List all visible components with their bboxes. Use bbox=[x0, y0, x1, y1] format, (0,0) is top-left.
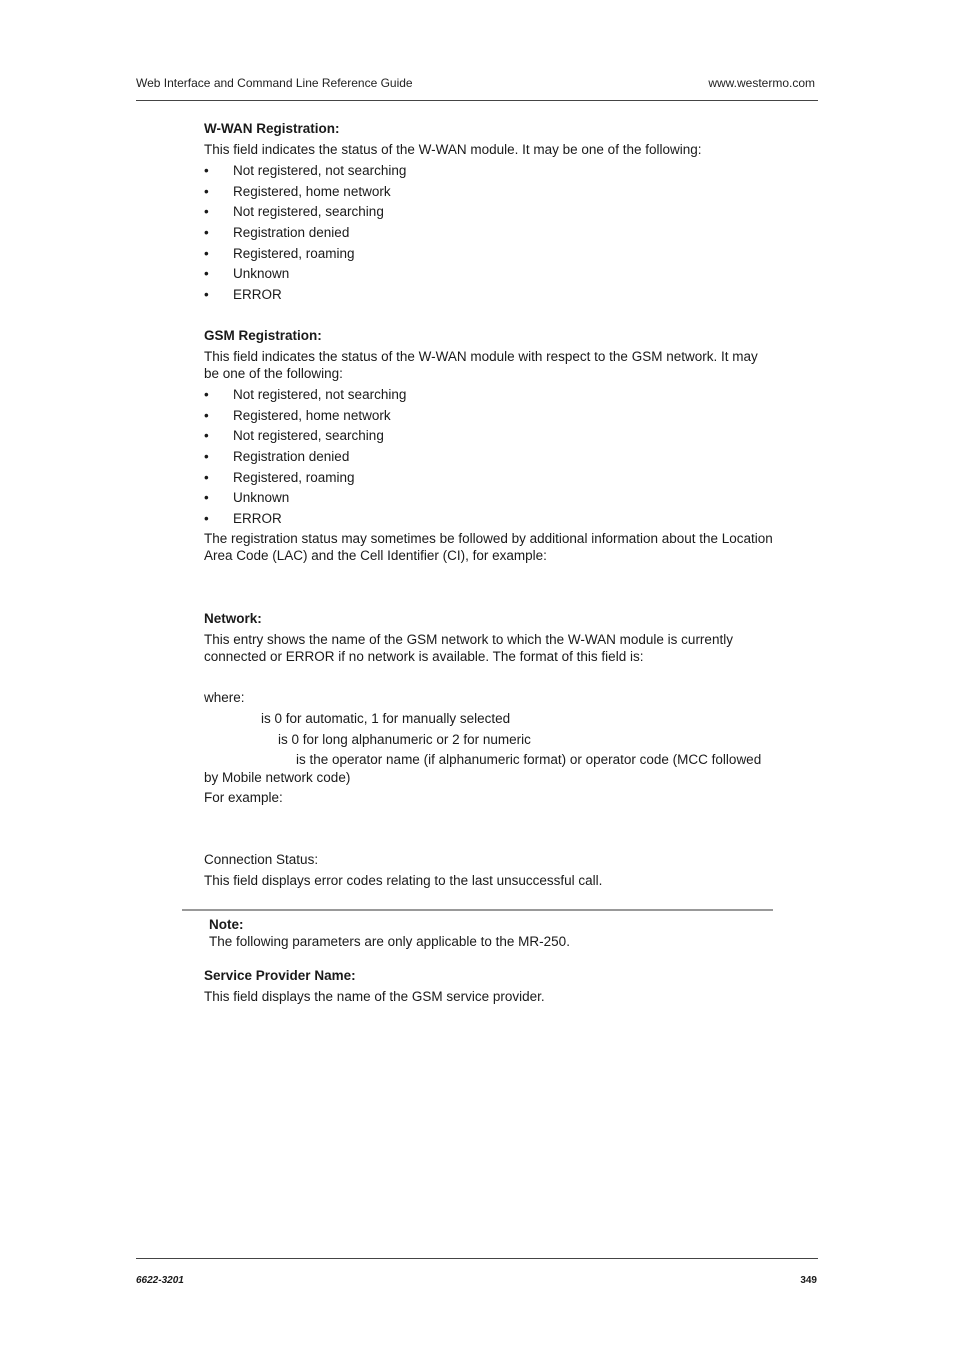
footer-divider bbox=[136, 1258, 818, 1259]
list-item: • ERROR bbox=[204, 510, 406, 531]
wwan-status-list bbox=[204, 162, 406, 307]
list-item: • ERROR bbox=[204, 286, 406, 307]
list-item: • Unknown bbox=[204, 489, 406, 510]
note-text: The following parameters are only applicable to the MR-250. bbox=[209, 934, 570, 949]
network-param-operator: is the operator name (if alphanumeric format) or operator code (MCC followed bbox=[296, 752, 762, 767]
list-item: • Registered, home network bbox=[204, 407, 406, 428]
list-item: • Not registered, not searching bbox=[204, 162, 406, 183]
connection-text: This field displays error codes relating to the last unsuccessful call. bbox=[204, 873, 603, 888]
header-url: www.westermo.com bbox=[708, 76, 815, 90]
wwan-intro: This field indicates the status of the W-WAN module. It may be one of the following: bbox=[204, 142, 702, 157]
header-title: Web Interface and Command Line Reference Guide bbox=[136, 76, 413, 90]
network-param-mode: is 0 for automatic, 1 for manually selected bbox=[261, 711, 511, 726]
wwan-heading: W-WAN Registration: bbox=[204, 121, 340, 136]
list-item: • Registered, home network bbox=[204, 183, 406, 204]
header-divider bbox=[136, 100, 818, 101]
network-example: For example: bbox=[204, 790, 283, 805]
list-item: • Not registered, searching bbox=[204, 203, 406, 224]
list-item: • Registration denied bbox=[204, 448, 406, 469]
footer-page-number: 349 bbox=[800, 1275, 817, 1286]
list-item: • Unknown bbox=[204, 265, 406, 286]
gsm-intro: This field indicates the status of the W-WAN module with respect to the GSM network. It may be one of the following: bbox=[204, 349, 758, 381]
list-item: • Not registered, not searching bbox=[204, 386, 406, 407]
list-item: • Not registered, searching bbox=[204, 427, 406, 448]
note-divider bbox=[182, 909, 773, 911]
list-item: • Registered, roaming bbox=[204, 245, 406, 266]
gsm-location-note: The registration status may sometimes be followed by additional information about the Location Area Code (LAC) and the Cell Identifier (CI), for example: bbox=[204, 531, 773, 563]
list-item: • Registration denied bbox=[204, 224, 406, 245]
provider-text: This field displays the name of the GSM service provider. bbox=[204, 989, 545, 1004]
network-intro: This entry shows the name of the GSM network to which the W-WAN module is currently connected or ERROR if no network is available. The format of this field is: bbox=[204, 632, 733, 664]
network-param-format: is 0 for long alphanumeric or 2 for numeric bbox=[278, 732, 531, 747]
network-param-operator-cont: by Mobile network code) bbox=[204, 770, 351, 785]
note-heading: Note: bbox=[209, 917, 244, 932]
provider-heading: Service Provider Name: bbox=[204, 968, 356, 983]
network-where: where: bbox=[204, 690, 245, 705]
connection-heading: Connection Status: bbox=[204, 852, 319, 867]
footer-doc-number: 6622-3201 bbox=[136, 1275, 184, 1286]
list-item: • Registered, roaming bbox=[204, 469, 406, 490]
network-heading: Network: bbox=[204, 611, 262, 626]
gsm-heading: GSM Registration: bbox=[204, 328, 322, 343]
gsm-status-list bbox=[204, 386, 406, 531]
